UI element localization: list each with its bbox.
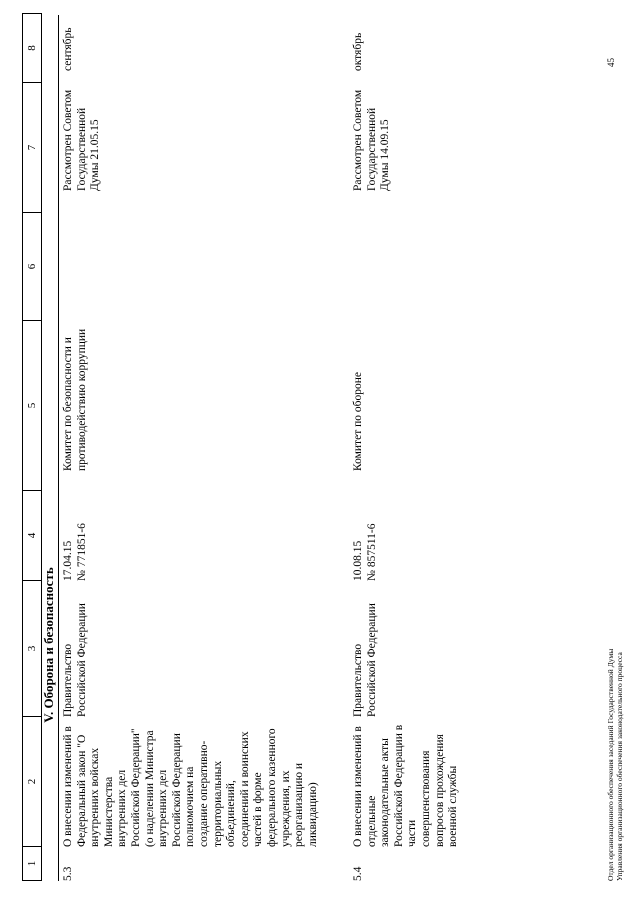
section-title: V. Оборона и безопасность: [41, 567, 56, 723]
month: октябрь: [352, 32, 364, 71]
column-number-header: [22, 13, 42, 881]
table-row: [62, 15, 320, 881]
col-number: 1: [23, 846, 41, 880]
bill-title: О внесении изменений в Федеральный закон "О внутренних войсках Министерства внутренних дел Российской Федерации" (о наделении Министра внутренних дел Российской Федерации полномочием на создание оперативно-территориальных объединений, соединений и воинских частей в форме федерального казенного учреждения, их реорганизацию и ликвидацию): [62, 723, 319, 847]
col-number: 3: [23, 580, 41, 716]
registration: 10.08.15 № 857511-6: [352, 523, 378, 581]
column-6: [352, 213, 461, 321]
row-number: 5.3: [62, 866, 74, 881]
footer-line: Отдел организационного обеспечения заседаний Государственной Думы: [606, 648, 615, 881]
col-number: 4: [23, 490, 41, 580]
bill-author: Правительство Российской Федерации: [62, 603, 88, 717]
status: Рассмотрен Советом Государственной Думы 21.05.15: [62, 86, 102, 191]
col-number: 6: [23, 212, 41, 320]
page-number: 45: [606, 58, 616, 67]
column-6: [62, 213, 320, 321]
col-number: 8: [26, 45, 38, 51]
bill-author: Правительство Российской Федерации: [352, 603, 378, 717]
divider: [58, 15, 59, 881]
status: Рассмотрен Советом Государственной Думы 14.09.15: [352, 86, 392, 191]
registration: 17.04.15 № 771851-6: [62, 523, 88, 581]
row-number: 5.4: [352, 866, 364, 881]
col-number: 2: [23, 716, 41, 846]
bill-title: О внесении изменений в отдельные законодательные акты Российской Федерации в части совершенствования вопросов прохождения военной службы: [352, 721, 460, 847]
committee: Комитет по обороне: [352, 372, 364, 471]
col-number: 7: [23, 82, 41, 212]
footer-line: Управления организационного обеспечения законодательного процесса: [615, 652, 624, 881]
month: сентябрь: [62, 27, 74, 71]
table-row: [352, 15, 461, 881]
col-number: 5: [23, 320, 41, 490]
footer: [606, 649, 624, 881]
committee: Комитет по безопасности и противодействию коррупции: [62, 328, 88, 471]
